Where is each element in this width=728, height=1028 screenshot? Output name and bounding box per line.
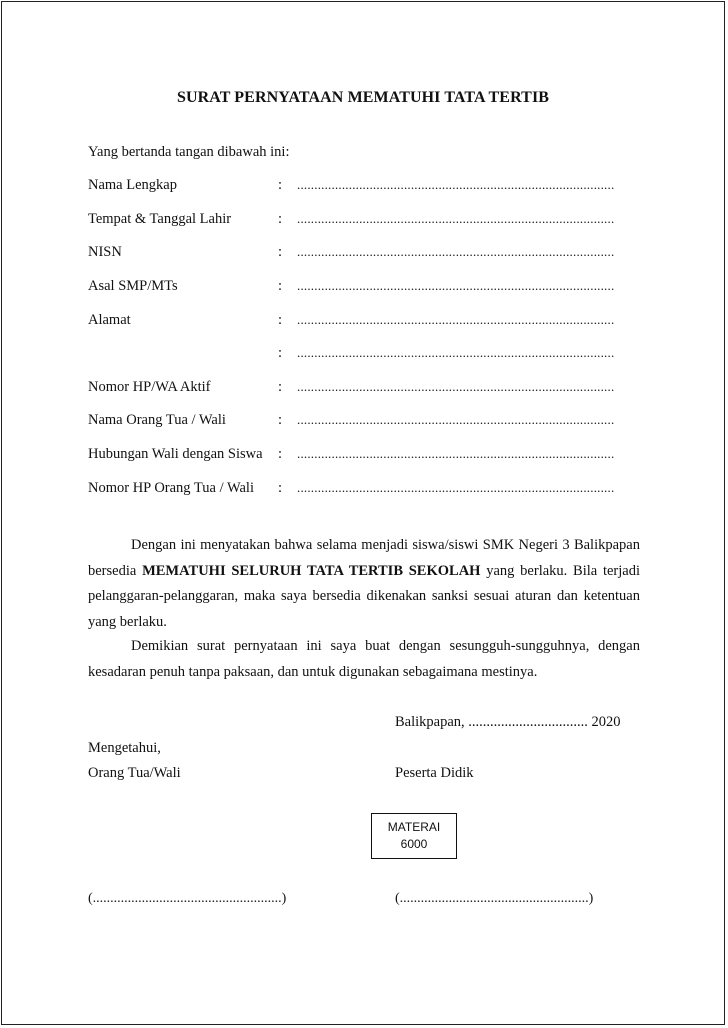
field-label: Alamat: [88, 312, 131, 328]
field-dotted-line: ............................................................................................: [297, 480, 615, 495]
materai-label: MATERAI: [387, 820, 441, 834]
field-dotted-line: ............................................................................................: [297, 278, 615, 293]
field-row-asal-smp: [88, 278, 640, 298]
field-row-nomor-hp: [88, 379, 640, 399]
field-label: Asal SMP/MTs: [88, 278, 178, 294]
field-colon: :: [278, 480, 283, 496]
field-dotted-line: ............................................................................................: [297, 412, 615, 427]
field-colon: :: [278, 312, 283, 328]
field-colon: :: [278, 345, 283, 361]
field-dotted-line: ............................................................................................: [297, 244, 615, 259]
field-row-tempat-tanggal-lahir: [88, 211, 640, 231]
student-signer-label: Peserta Didik: [395, 765, 474, 781]
parent-signer-label: Orang Tua/Wali: [88, 765, 181, 781]
field-dotted-line: ............................................................................................: [297, 211, 615, 226]
place-date: Balikpapan, ................................. 2020: [395, 714, 621, 730]
field-colon: :: [278, 244, 283, 260]
field-row-nama-lengkap: [88, 177, 640, 197]
intro-text: Yang bertanda tangan dibawah ini:: [88, 144, 290, 160]
statement-text-before: Dengan ini menyatakan bahwa selama menjadi siswa/siswi SMK Negeri 3 Balikpapan bersedia: [88, 537, 640, 579]
field-row-nisn: [88, 244, 640, 264]
field-dotted-line: ............................................................................................: [297, 446, 615, 461]
closing-text: Demikian surat pernyataan ini saya buat dengan sesungguh-sungguhnya, dengan kesadaran penuh tanpa paksaan, dan untuk digunakan sebagaimana mestinya.: [88, 638, 640, 680]
field-row-alamat-continued: [88, 345, 640, 365]
field-label: Nama Orang Tua / Wali: [88, 412, 226, 428]
materai-value: 6000: [400, 837, 428, 851]
field-dotted-line: ............................................................................................: [297, 177, 615, 192]
acknowledged-label: Mengetahui,: [88, 740, 161, 756]
field-dotted-line: ............................................................................................: [297, 312, 615, 327]
parent-signature-line: (......................................................): [88, 891, 287, 906]
field-dotted-line: ............................................................................................: [297, 345, 615, 360]
field-label: NISN: [88, 244, 122, 260]
field-row-alamat: [88, 312, 640, 332]
closing-paragraph: [88, 634, 640, 685]
field-colon: :: [278, 446, 283, 462]
field-colon: :: [278, 379, 283, 395]
field-label: Nama Lengkap: [88, 177, 177, 193]
field-row-nama-orang-tua: [88, 412, 640, 432]
field-label: Hubungan Wali dengan Siswa: [88, 446, 263, 462]
field-colon: :: [278, 211, 283, 227]
field-colon: :: [278, 278, 283, 294]
field-row-hubungan-wali: [88, 446, 640, 466]
statement-text-after: yang berlaku. Bila terjadi pelanggaran-pelanggaran, maka saya bersedia dikenakan sanksi sesuai aturan dan ketentuan yang berlaku.: [88, 562, 641, 630]
statement-paragraph: [88, 533, 640, 635]
field-colon: :: [278, 412, 283, 428]
field-label: Nomor HP Orang Tua / Wali: [88, 480, 254, 496]
student-signature-line: (......................................................): [395, 891, 594, 906]
materai-stamp-box: [371, 813, 457, 859]
statement-bold-text: MEMATUHI SELURUH TATA TERTIB SEKOLAH: [142, 562, 481, 579]
field-label: Tempat & Tanggal Lahir: [88, 211, 232, 227]
field-label: Nomor HP/WA Aktif: [88, 379, 211, 395]
field-dotted-line: ............................................................................................: [297, 379, 615, 394]
field-row-nomor-hp-orang-tua: [88, 480, 640, 500]
field-colon: :: [278, 177, 283, 193]
document-title: SURAT PERNYATAAN MEMATUHI TATA TERTIB: [176, 89, 550, 106]
